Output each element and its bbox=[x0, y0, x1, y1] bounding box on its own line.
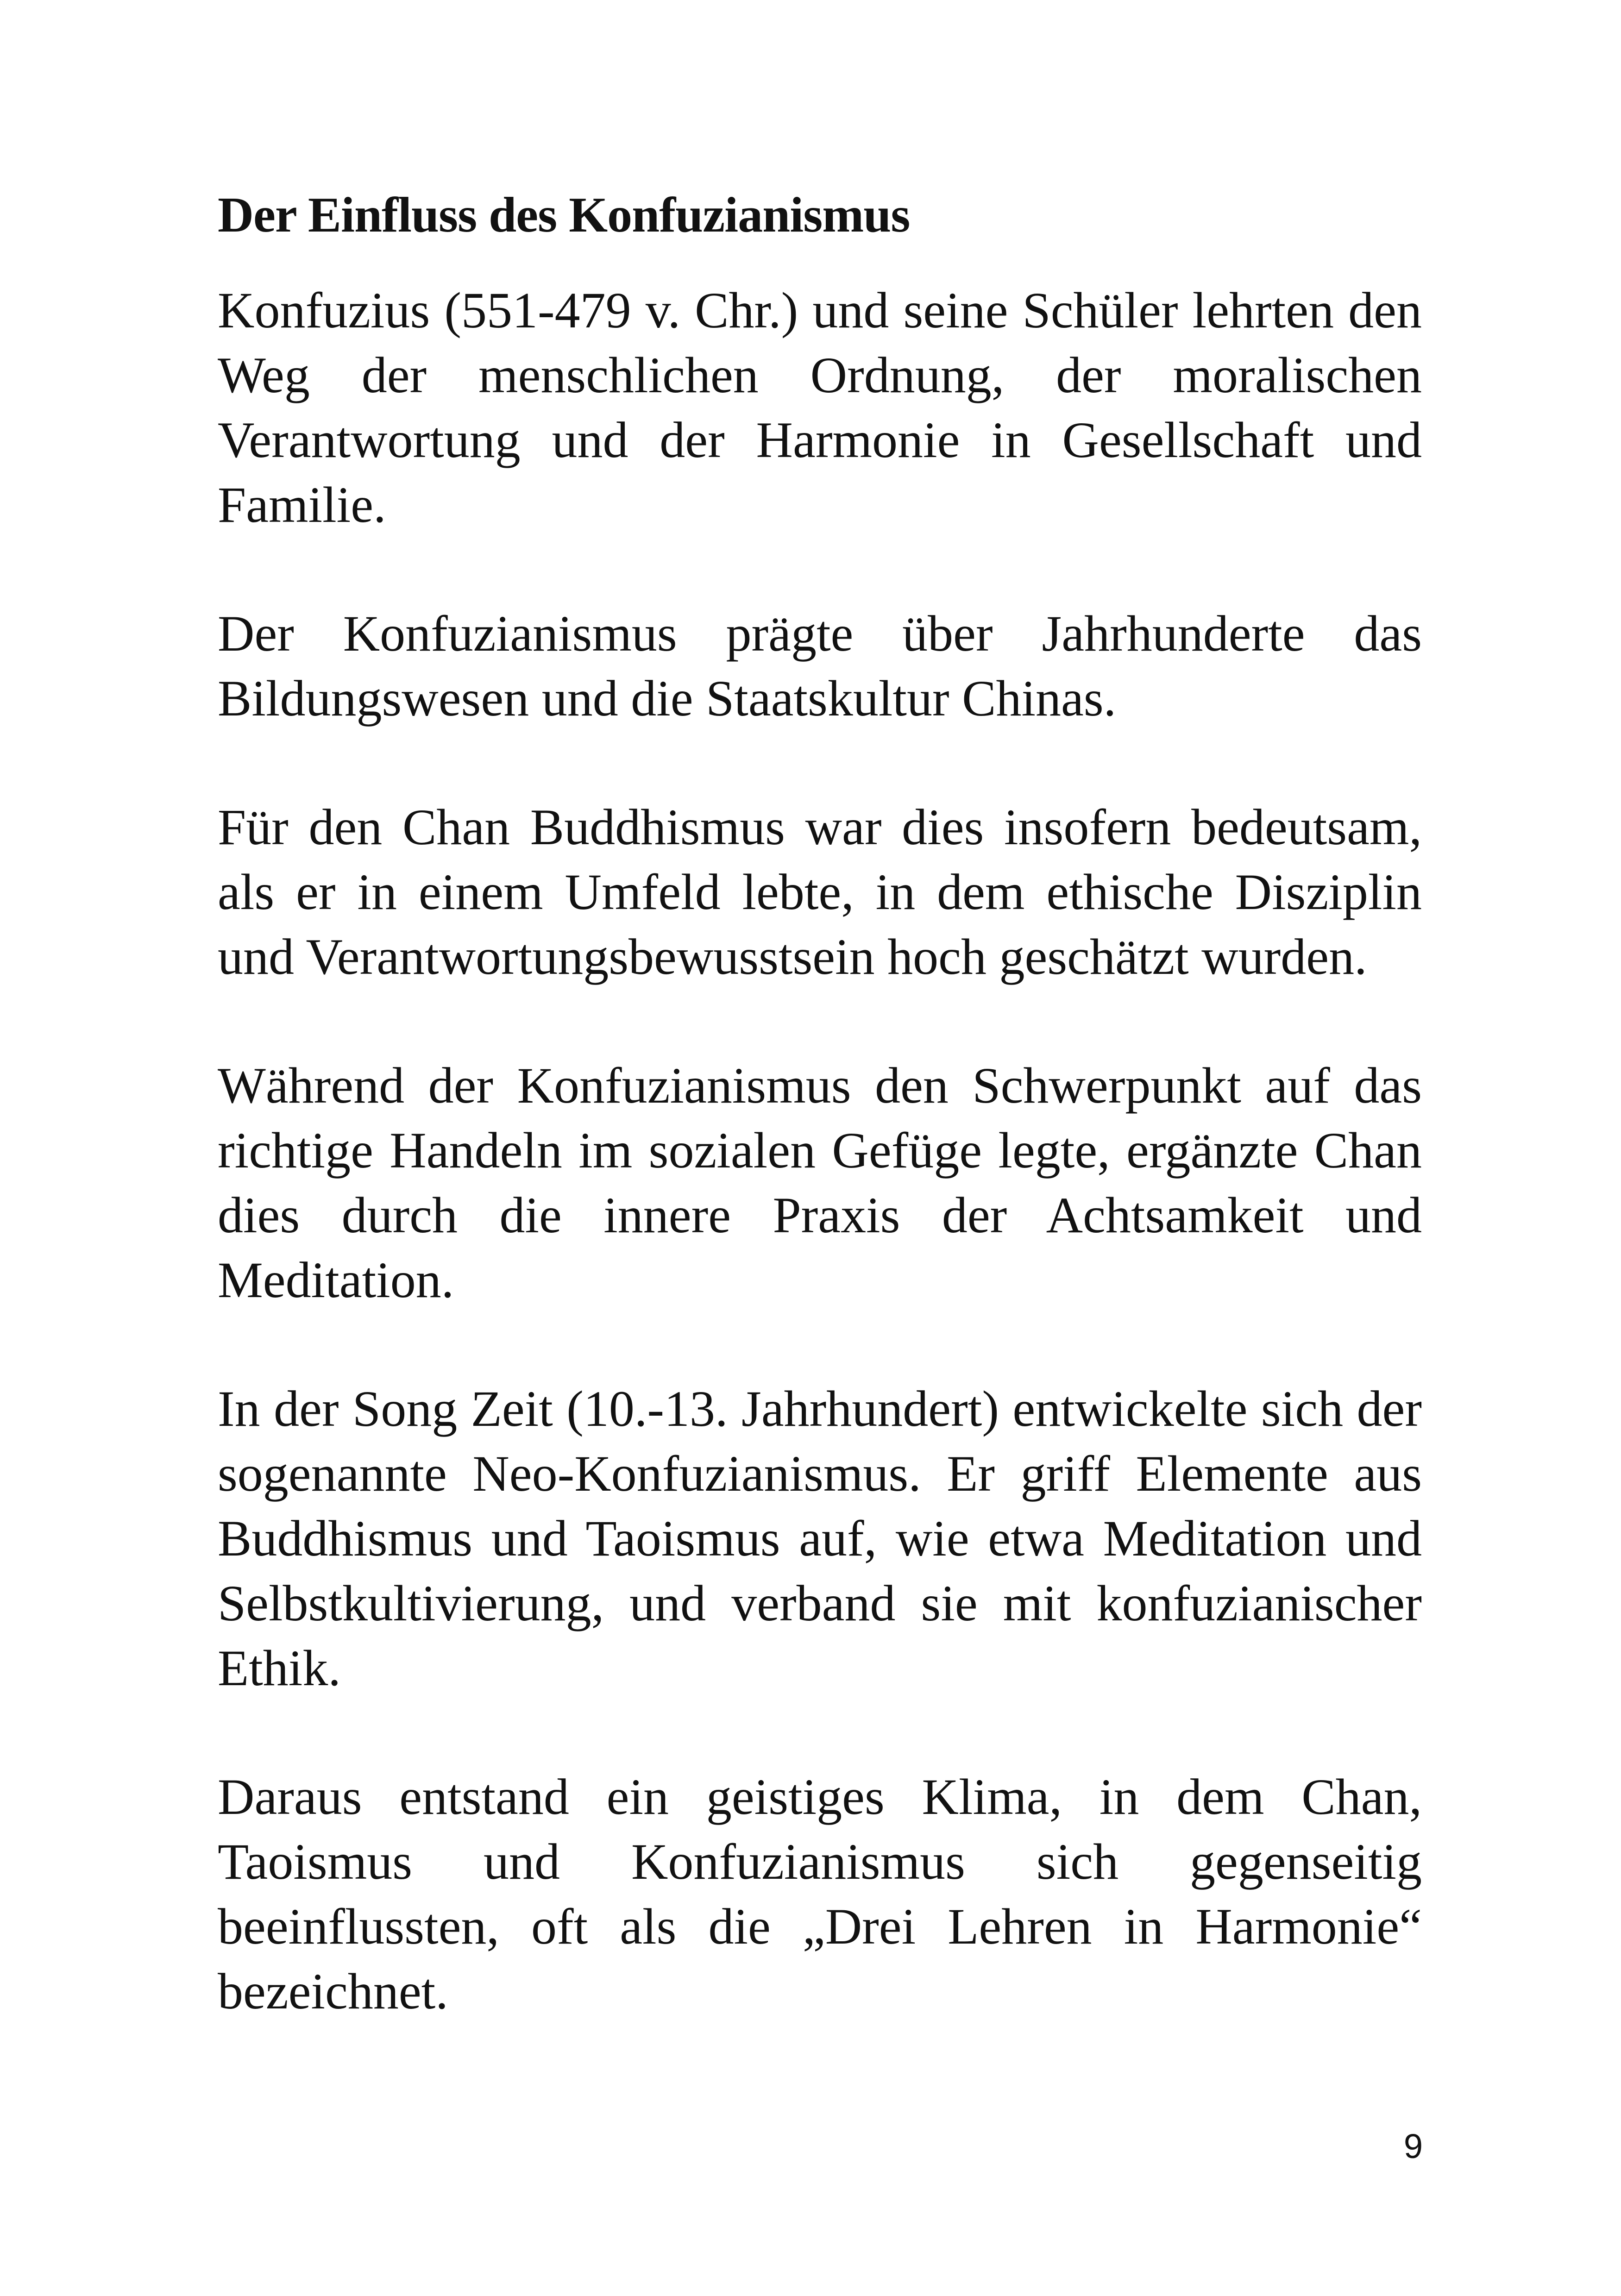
paragraph-2: Der Konfuzianismus prägte über Jahrhunderte das Bildungswesen und die Staatskultur Chinas. bbox=[218, 605, 1422, 727]
paragraph-6: Daraus entstand ein geistiges Klima, in dem Chan, Taoismus und Konfuzianismus sich gegenseitig beeinflussten, oft als die „Drei Lehren in Harmonie“ bezeichnet. bbox=[218, 1769, 1422, 2020]
page-body bbox=[218, 181, 1422, 2088]
paragraph-5: In der Song Zeit (10.-13. Jahrhundert) entwickelte sich der sogenannte Neo-Konfuzianismus. Er griff Elemente aus Buddhismus und Taoismus auf, wie etwa Meditation und Selbstkultivierung, und verband sie mit konfuzianischer Ethik. bbox=[218, 1380, 1422, 1696]
page-number: 9 bbox=[1403, 2127, 1423, 2165]
paragraph-1: Konfuzius (551-479 v. Chr.) und seine Schüler lehrten den Weg der menschlichen Ordnung, der moralischen Verantwortung und der Harmonie in Gesellschaft und Familie. bbox=[218, 282, 1422, 533]
section-heading: Der Einfluss des Konfuzianismus bbox=[218, 188, 910, 243]
paragraph-3: Für den Chan Buddhismus war dies insofern bedeutsam, als er in einem Umfeld lebte, in dem ethische Disziplin und Verantwortungsbewusstsein hoch geschätzt wurden. bbox=[218, 799, 1422, 985]
paragraph-4: Während der Konfuzianismus den Schwerpunkt auf das richtige Handeln im sozialen Gefüge legte, ergänzte Chan dies durch die innere Praxis der Achtsamkeit und Meditation. bbox=[218, 1057, 1422, 1308]
